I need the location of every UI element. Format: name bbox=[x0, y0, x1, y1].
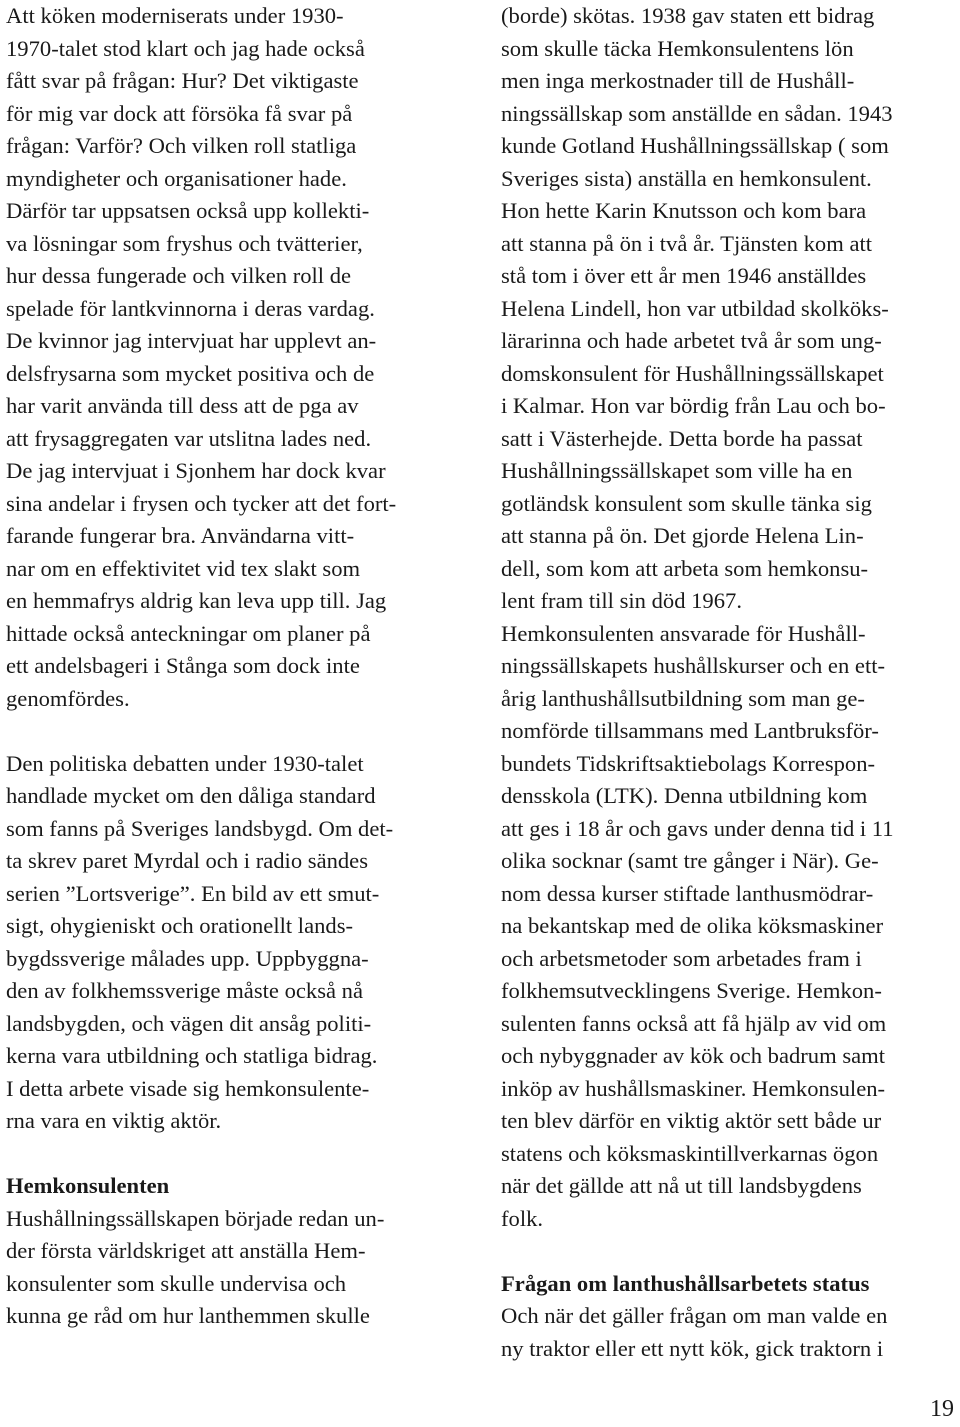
text-line: nom dessa kurser stiftade lanthusmödrar- bbox=[501, 880, 874, 906]
text-line: en hemmafrys aldrig kan leva upp till. Jag bbox=[6, 588, 387, 613]
text-line: Hushållningssällskapen började redan un- bbox=[6, 1205, 385, 1231]
text-line: Sveriges sista) anställa en hemkonsulent. bbox=[501, 165, 872, 191]
text-line: folkhemsutvecklingens Sverige. Hemkon- bbox=[501, 978, 882, 1003]
section-heading-hemkonsulenten: Hemkonsulenten bbox=[6, 1173, 170, 1198]
text-line: Hon hette Karin Knutsson och kom bara bbox=[501, 198, 867, 223]
text-line: na bekantskap med de olika köksmaskiner bbox=[501, 913, 884, 938]
paragraph-spacer bbox=[501, 1235, 955, 1268]
text-line: va lösningar som fryshus och tvätterier, bbox=[6, 230, 363, 256]
text-line: Hemkonsulenten ansvarade för Hushåll- bbox=[501, 620, 866, 646]
text-line: och nybyggnader av kök och badrum samt bbox=[501, 1043, 885, 1068]
text-line: Därför tar uppsatsen också upp kollekti- bbox=[6, 198, 370, 223]
text-line: folk. bbox=[501, 1205, 544, 1231]
text-line: spelade för lantkvinnorna i deras vardag. bbox=[6, 295, 375, 321]
text-line: har varit använda till dess att de pga av bbox=[6, 393, 359, 418]
text-line: ningssällskapets hushållskurser och en ett- bbox=[501, 653, 886, 678]
text-line: domskonsulent för Hushållningssällskapet bbox=[501, 360, 884, 386]
text-line: Och när det gäller frågan om man valde en bbox=[501, 1303, 888, 1328]
text-line: ten blev därför en viktig aktör sett både ur bbox=[501, 1108, 882, 1133]
text-line: bundets Tidskriftsaktiebolags Korrespon- bbox=[501, 750, 876, 776]
text-line: men inga merkostnader till de Hushåll- bbox=[501, 68, 855, 93]
text-line: bygdssverige målades upp. Uppbyggna- bbox=[6, 945, 369, 971]
text-line: hittade också anteckningar om planer på bbox=[6, 620, 371, 646]
text-line: Den politiska debatten under 1930-talet bbox=[6, 750, 364, 776]
text-line: sulenten fanns också att få hjälp av vid om bbox=[501, 1010, 887, 1036]
text-line: nar om en effektivitet vid tex slakt som bbox=[6, 555, 361, 581]
text-line: för mig var dock att försöka få svar på bbox=[6, 100, 353, 126]
text-line: när det gällde att nå ut till landsbygdens bbox=[501, 1173, 862, 1198]
text-line: Hushållningssällskapet som ville ha en bbox=[501, 458, 853, 483]
text-line: De jag intervjuat i Sjonhem har dock kvar bbox=[6, 458, 386, 483]
text-line: i Kalmar. Hon var bördig från Lau och bo- bbox=[501, 393, 886, 418]
right-paragraph-3 bbox=[501, 1300, 955, 1365]
text-line: De kvinnor jag intervjuat har upplevt an- bbox=[6, 328, 377, 353]
text-line: gotländsk konsulent som skulle tänka sig bbox=[501, 490, 872, 516]
text-line: konsulenter som skulle undervisa och bbox=[6, 1270, 347, 1296]
text-line: årig lanthushållsutbildning som man ge- bbox=[501, 685, 865, 711]
text-line: frågan: Varför? Och vilken roll statliga bbox=[6, 133, 357, 158]
left-paragraph-3 bbox=[6, 1203, 446, 1333]
text-line: lärarinna och hade arbetet två år som ung- bbox=[501, 328, 882, 353]
paragraph-spacer bbox=[6, 1138, 446, 1171]
text-line: landsbygden, och vägen dit ansåg politi- bbox=[6, 1010, 372, 1036]
text-line: delsfrysarna som mycket positiva och de bbox=[6, 360, 375, 386]
text-line: sigt, ohygieniskt och orationellt lands- bbox=[6, 913, 354, 938]
text-line: fått svar på frågan: Hur? Det viktigaste bbox=[6, 68, 359, 93]
text-line: densskola (LTK). Denna utbildning kom bbox=[501, 783, 868, 808]
page-number: 19 bbox=[930, 1396, 954, 1422]
text-line: rna vara en viktig aktör. bbox=[6, 1108, 222, 1133]
right-paragraph-2 bbox=[501, 618, 955, 1236]
text-line: stå tom i över ett år men 1946 anställdes bbox=[501, 263, 867, 288]
text-line: nomförde tillsammans med Lantbruksför- bbox=[501, 718, 879, 743]
right-paragraph-1 bbox=[501, 0, 955, 618]
text-line: ningssällskap som anställde en sådan. 1943 bbox=[501, 100, 893, 126]
text-line: (borde) skötas. 1938 gav staten ett bidrag bbox=[501, 3, 875, 28]
text-line: hur dessa fungerade och vilken roll de bbox=[6, 263, 352, 288]
text-line: lent fram till sin död 1967. bbox=[501, 588, 742, 613]
text-line: myndigheter och organisationer hade. bbox=[6, 165, 347, 191]
text-line: statens och köksmaskintillverkarnas ögon bbox=[501, 1140, 879, 1166]
text-line: I detta arbete visade sig hemkonsulente- bbox=[6, 1075, 370, 1101]
text-line: att stanna på ön. Det gjorde Helena Lin- bbox=[501, 523, 864, 548]
left-paragraph-1 bbox=[6, 0, 446, 715]
text-line: ta skrev paret Myrdal och i radio sändes bbox=[6, 848, 369, 873]
text-line: ett andelsbageri i Stånga som dock inte bbox=[6, 653, 360, 678]
text-line: att frysaggregaten var utslitna lades ned. bbox=[6, 425, 372, 451]
text-line: handlade mycket om den dåliga standard bbox=[6, 783, 376, 808]
section-heading-lanthushallsarbetets-status: Frågan om lanthushållsarbetets status bbox=[501, 1270, 870, 1296]
text-line: 1970-talet stod klart och jag hade också bbox=[6, 35, 365, 61]
text-line: och arbetsmetoder som arbetades fram i bbox=[501, 945, 862, 971]
text-line: kerna vara utbildning och statliga bidrag. bbox=[6, 1043, 378, 1068]
text-line: sina andelar i frysen och tycker att det fort- bbox=[6, 490, 397, 516]
text-line: Att köken moderniserats under 1930- bbox=[6, 3, 344, 28]
text-line: dell, som kom att arbeta som hemkonsu- bbox=[501, 555, 869, 581]
text-line: serien ”Lortsverige”. En bild av ett smut- bbox=[6, 880, 380, 906]
text-line: kunde Gotland Hushållningssällskap ( som bbox=[501, 133, 889, 158]
text-line: inköp av hushållsmaskiner. Hemkonsulen- bbox=[501, 1075, 886, 1101]
text-line: satt i Västerhejde. Detta borde ha passat bbox=[501, 425, 863, 451]
right-column bbox=[501, 0, 955, 1365]
text-line: som skulle täcka Hemkonsulentens lön bbox=[501, 35, 854, 61]
text-line: genomfördes. bbox=[6, 685, 130, 711]
text-line: ny traktor eller ett nytt kök, gick traktorn i bbox=[501, 1335, 884, 1361]
text-line: kunna ge råd om hur lanthemmen skulle bbox=[6, 1303, 370, 1328]
left-column bbox=[6, 0, 446, 1333]
text-line: den av folkhemssverige måste också nå bbox=[6, 978, 363, 1003]
text-line: att ges i 18 år och gavs under denna tid i 11 bbox=[501, 815, 894, 841]
paragraph-spacer bbox=[6, 715, 446, 748]
text-line: farande fungerar bra. Användarna vitt- bbox=[6, 523, 355, 548]
text-line: olika socknar (samt tre gånger i När). Ge- bbox=[501, 848, 879, 873]
text-line: der första världskriget att anställa Hem- bbox=[6, 1238, 366, 1263]
text-line: att stanna på ön i två år. Tjänsten kom att bbox=[501, 230, 873, 256]
text-line: Helena Lindell, hon var utbildad skolköks- bbox=[501, 295, 889, 321]
text-line: som fanns på Sveriges landsbygd. Om det- bbox=[6, 815, 394, 841]
left-paragraph-2 bbox=[6, 748, 446, 1138]
